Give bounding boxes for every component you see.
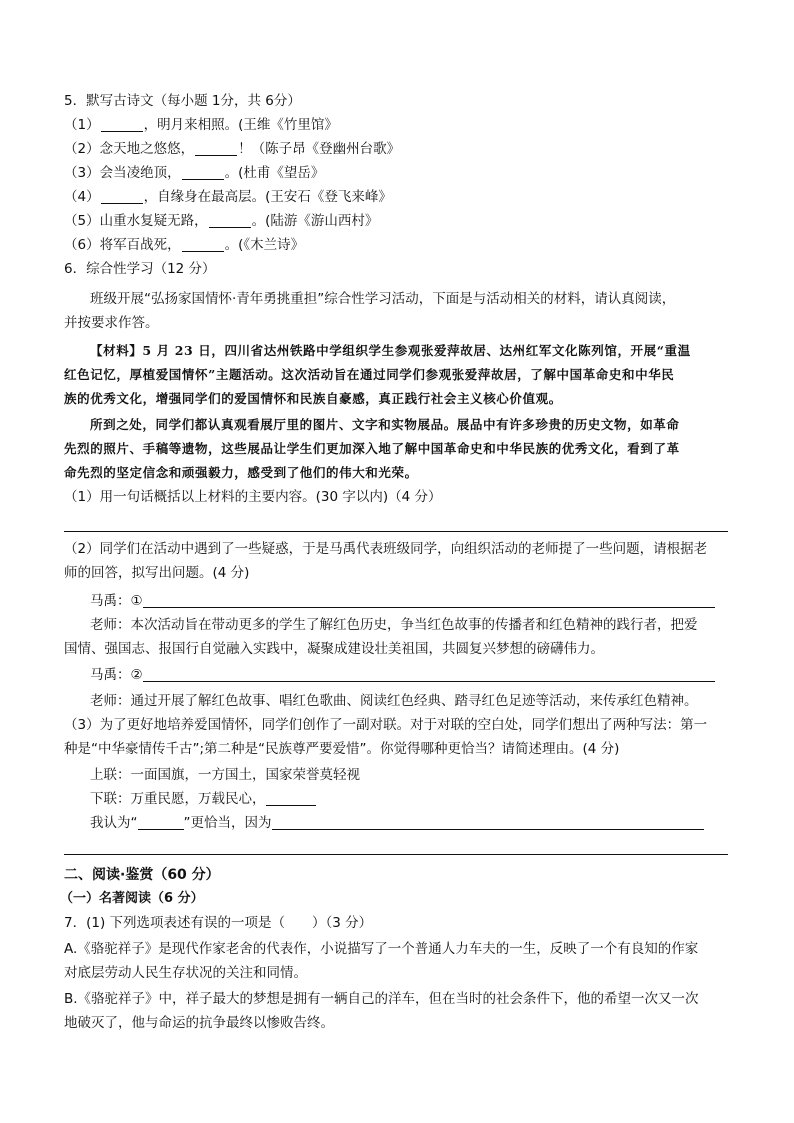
q5-item-1 [64,114,338,136]
q6-sub-3-line-2: 种是“中华豪情传千古”;第二种是“民族尊严要爱惜”。你觉得哪种更恰当？请简述理由。(4 分) [64,741,620,757]
material-line-6: 命先烈的坚定信念和顽强毅力，感受到了他们的伟大和光荣。 [64,465,418,480]
q5-item-3 [64,162,324,184]
dialogue-teacher-2: 老师：通过开展了解红色故事、唱红色歌曲、阅读红色经典、踏寻红色足迹等活动，来传承红色精神。 [90,693,698,709]
q5-item-5 [64,210,378,232]
material-line-4: 所到之处，同学们都认真观看展厅里的图片、文字和实物展品。展品中有许多珍贵的历史文物，如革命 [90,417,680,432]
q6-title: 6．综合性学习（12 分） [64,261,216,277]
q7-option-b-line-2: 地破灭了，他与命运的抗争最终以惨败告终。 [64,1015,334,1031]
q5-item-4-pre: （4） [64,189,100,205]
material-line-3: 族的优秀文化，增强同学们的爱国情怀和民族自豪感，真正践行社会主义核心价值观。 [64,391,562,406]
q5-item-6 [64,234,304,256]
answer-blank[interactable] [266,791,316,806]
q5-item-2 [64,138,400,160]
answer-blank[interactable] [209,213,251,228]
dialogue-ma-1 [90,590,715,612]
answer-line[interactable] [64,531,728,532]
q5-item-1-pre: （1） [64,117,100,133]
q6-intro-line-1: 班级开展“弘扬家国情怀·青年勇挑重担”综合性学习活动，下面是与活动相关的材料，请认真阅读， [90,291,676,307]
q5-item-5-post: 。(陆游《游山西村》 [251,213,379,229]
q6-sub-3-line-1: （3）为了更好地培养爱国情怀，同学们创作了一副对联。对于对联的空白处，同学们想出了两种写法：第一 [64,717,708,733]
q5-item-3-post: 。(杜甫《望岳》 [224,165,325,181]
q5-item-2-pre: （2）念天地之悠悠， [64,141,195,157]
q5-item-6-pre: （6）将军百战死， [64,237,181,253]
answer-blank[interactable] [143,667,715,682]
answer-blank[interactable] [195,141,237,156]
opinion-post: ”更恰当，因为 [183,815,272,831]
dialogue-teacher-1-line-1: 老师：本次活动旨在带动更多的学生了解红色历史，争当红色故事的传播者和红色精神的践行者，把爱 [90,617,698,633]
answer-blank[interactable] [138,815,184,830]
answer-blank[interactable] [182,237,224,252]
material-line-5: 先烈的照片、手稿等遗物，这些展品让学生们更加深入地了解中国革命史和中华民族的优秀文化，看到了革 [64,441,680,456]
answer-blank[interactable] [272,815,704,830]
q7-option-b-line-1: B.《骆驼祥子》中，祥子最大的梦想是拥有一辆自己的洋车，但在当时的社会条件下，他的希望一次又一次 [64,991,699,1007]
q7-stem: 7．(1) 下列选项表述有误的一项是（ ）（3 分） [64,915,373,931]
answer-blank[interactable] [182,165,224,180]
q5-title: 5．默写古诗文（每小题 1分，共 6分） [64,93,301,109]
speaker-ma-2: 马禹：② [90,667,143,683]
q5-item-4 [64,186,392,208]
q6-sub-2-line-1: （2）同学们在活动中遇到了一些疑惑，于是马禹代表班级同学，向组织活动的老师提了一些问题，请根据老 [64,541,708,557]
q6-sub-2-line-2: 师的回答，拟写出问题。(4 分) [64,565,250,581]
material-line-1: 【材料】5 月 23 日，四川省达州铁路中学组织学生参观张爱萍故居、达州红军文化陈列馆，开展“重温 [90,343,691,358]
opinion-pre: 我认为“ [90,815,138,831]
couplet-lower-text: 下联：万重民愿，万载民心， [90,791,266,807]
answer-blank[interactable] [101,117,143,132]
q6-intro-line-2: 并按要求作答。 [64,315,159,331]
answer-blank[interactable] [101,189,143,204]
q5-item-3-pre: （3）会当凌绝顶， [64,165,181,181]
material-line-2: 红色记忆，厚植爱国情怀”主题活动。这次活动旨在通过同学们参观张爱萍故居，了解中国革命史和中华民 [64,367,675,382]
couplet-lower [90,788,316,810]
q5-item-4-post: ，自缘身在最高层。(王安石《登飞来峰》 [143,189,392,205]
q5-item-5-pre: （5）山重水复疑无路， [64,213,208,229]
dialogue-teacher-1-line-2: 国情、强国志、报国行自觉融入实践中，凝聚成建设壮美祖国，共圆复兴梦想的磅礴伟力。 [64,641,604,657]
q7-option-a-line-2: 对底层劳动人民生存状况的关注和同情。 [64,965,307,981]
answer-blank[interactable] [143,593,715,608]
couplet-upper: 上联：一面国旗，一方国土，国家荣誉莫轻视 [90,767,360,783]
q7-option-a-line-1: A.《骆驼祥子》是现代作家老舍的代表作，小说描写了一个普通人力车夫的一生，反映了一个有良知的作家 [64,941,699,957]
dialogue-ma-2 [90,664,715,686]
q5-item-1-post: ，明月来相照。(王维《竹里馆》 [143,117,338,133]
answer-line[interactable] [64,854,728,855]
q5-item-2-post: ！（陈子昂《登幽州台歌》 [238,141,401,157]
q5-item-6-post: 。(《木兰诗》 [224,237,305,253]
q6-sub-1: （1）用一句话概括以上材料的主要内容。(30 字以内)（4 分） [64,489,442,505]
speaker-ma-1: 马禹：① [90,593,143,609]
opinion-line [90,812,704,834]
section-2-sub: （一）名著阅读（6 分） [60,891,204,906]
section-2-title: 二、阅读·鉴赏（60 分） [64,867,220,883]
